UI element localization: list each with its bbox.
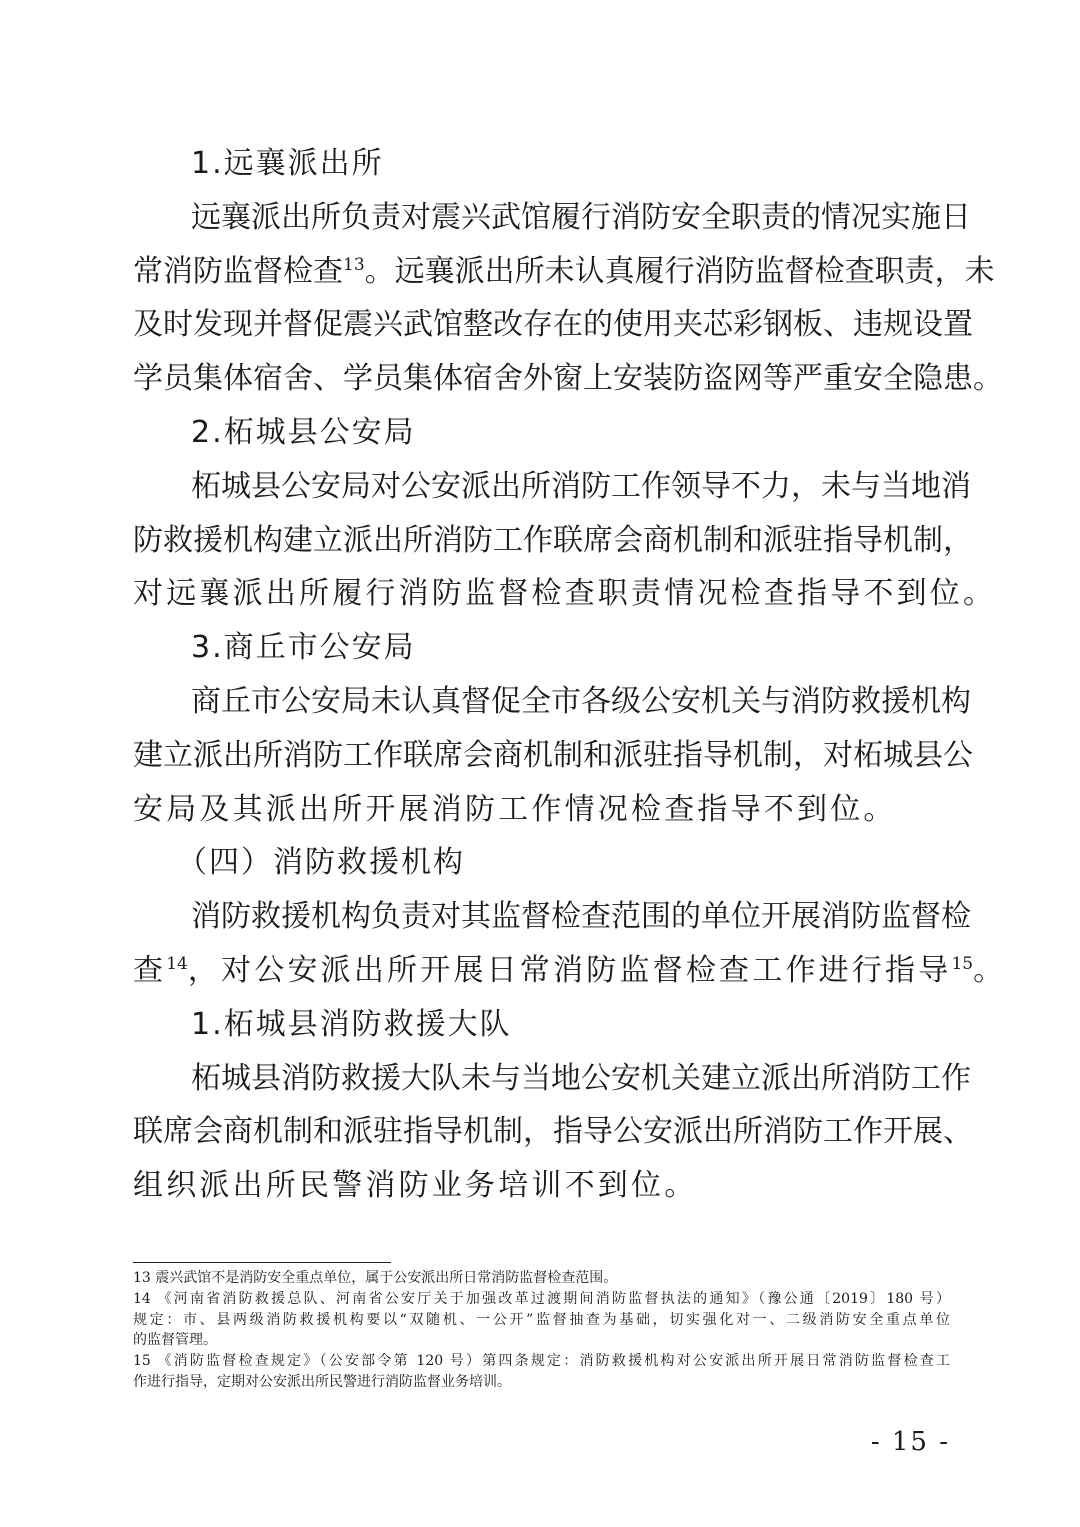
footnote-14-line: 规定：市、县两级消防救援机构要以“双随机、一公开”监督抽查为基础，切实强化对一、二级消防安全重点单位: [133, 1311, 950, 1328]
section-heading-fire-rescue: （四）消防救援机构: [177, 845, 465, 881]
text-span: 查: [133, 952, 167, 988]
subsection-heading-zhecheng-police: 2.柘城县公安局: [191, 414, 416, 450]
text-span: ，对公安派出所开展日常消防监督检查工作进行指导: [187, 952, 952, 988]
paragraph-line: [133, 245, 995, 299]
footnotes: [133, 1268, 950, 1393]
paragraph-line: 柘城县公安局对公安派出所消防工作领导不力，未与当地消: [191, 468, 971, 504]
paragraph-line: 安局及其派出所开展消防工作情况检查指导不到位。: [133, 791, 897, 827]
main-body-text: [133, 137, 1007, 1213]
footnote-ref-13: 13: [343, 254, 365, 275]
footnote-14-line: 的监督管理。: [133, 1332, 217, 1349]
paragraph-line: [133, 944, 1007, 998]
paragraph-line: 联席会商机制和派驻指导机制，指导公安派出所消防工作开展、: [133, 1114, 973, 1150]
paragraph-line: 对远襄派出所履行消防监督检查职责情况检查指导不到位。: [133, 576, 997, 612]
text-span: 。远襄派出所未认真履行消防监督检查职责，未: [364, 253, 995, 289]
subsection-heading-zhecheng-fire-brigade: 1.柘城县消防救援大队: [191, 1006, 512, 1042]
paragraph-line: 及时发现并督促震兴武馆整改存在的使用夹芯彩钢板、违规设置: [133, 307, 973, 343]
paragraph-line: 防救援机构建立派出所消防工作联席会商机制和派驻指导机制，: [133, 522, 973, 558]
footnote-divider: [133, 1262, 391, 1263]
subsection-heading-yuanxiang: 1.远襄派出所: [191, 146, 384, 181]
paragraph-line: 消防救援机构负责对其监督检查范围的单位开展消防监督检: [191, 899, 971, 935]
subsection-heading-shangqiu-police: 3.商丘市公安局: [191, 630, 416, 666]
footnote-15-line: 15 《消防监督检查规定》（公安部令第 120 号）第四条规定：消防救援机构对公安派出所开展日常消防监督检查工: [133, 1353, 950, 1370]
text-span: 。: [973, 952, 1007, 988]
paragraph-line: 组织派出所民警消防业务培训不到位。: [133, 1168, 698, 1204]
footnote-14-line: 14 《河南省消防救援总队、河南省公安厅关于加强改革过渡期间消防监督执法的通知》（豫公通〔2019〕180 号）: [133, 1290, 950, 1307]
paragraph-line: 远襄派出所负责对震兴武馆履行消防安全职责的情况实施日: [191, 199, 971, 235]
footnote-ref-15: 15: [951, 953, 974, 974]
footnote-ref-14: 14: [166, 953, 188, 974]
text-span: 常消防监督检查: [133, 253, 343, 289]
paragraph-line: 建立派出所消防工作联席会商机制和派驻指导机制，对柘城县公: [133, 737, 973, 773]
footnote-13: 13 震兴武馆不是消防安全重点单位，属于公安派出所日常消防监督检查范围。: [133, 1270, 618, 1286]
page-number: - 15 -: [870, 1427, 950, 1457]
paragraph-line: 商丘市公安局未认真督促全市各级公安机关与消防救援机构: [191, 683, 971, 719]
paragraph-line: 学员集体宿舍、学员集体宿舍外窗上安装防盗网等严重安全隐患。: [133, 361, 1003, 397]
paragraph-line: 柘城县消防救援大队未与当地公安机关建立派出所消防工作: [191, 1060, 971, 1096]
footnote-15-line: 作进行指导，定期对公安派出所民警进行消防监督业务培训。: [133, 1373, 511, 1390]
